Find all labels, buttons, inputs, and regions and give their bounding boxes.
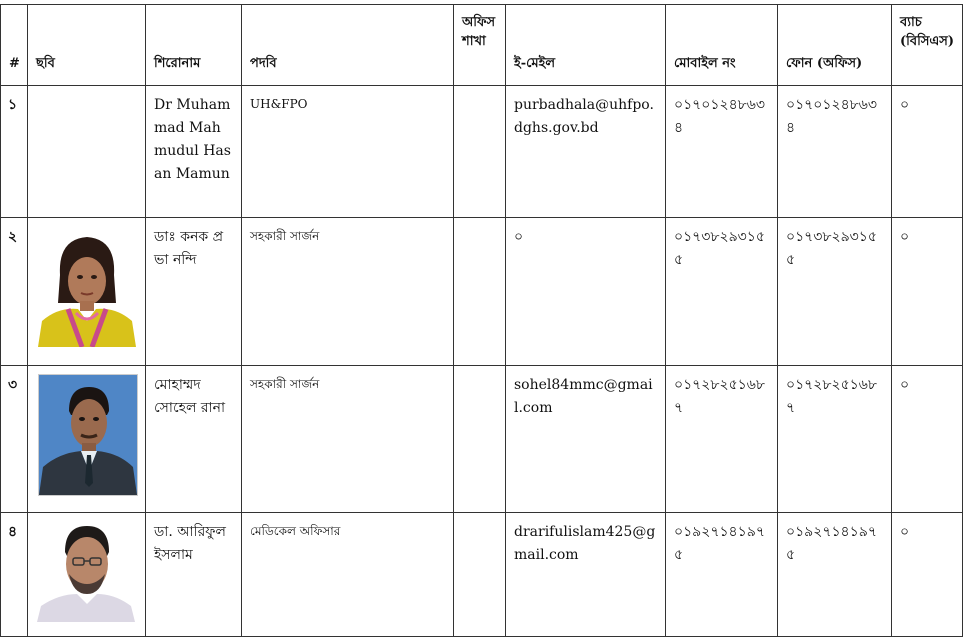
row-index: ১ (1, 86, 28, 218)
header-mobile: মোবাইল নং (666, 5, 778, 86)
staff-designation: UH&FPO (242, 86, 454, 218)
staff-designation: সহকারী সার্জন (242, 366, 454, 513)
header-index: # (1, 5, 28, 86)
staff-name: ডা. আরিফুল ইসলাম (146, 513, 242, 637)
table-row (1, 366, 963, 513)
row-index: ৩ (1, 366, 28, 513)
phone-cell: ০১৯২৭১৪১৯৭৫ (778, 513, 892, 637)
header-office-branch: অফিস শাখা (454, 5, 506, 86)
email-cell: ০ (506, 218, 666, 366)
phone-cell: ০১৭২৮২৫১৬৮৭ (778, 366, 892, 513)
header-phone: ফোন (অফিস) (778, 5, 892, 86)
staff-name: ডাঃ কনক প্রভা নন্দি (146, 218, 242, 366)
office-branch-cell (454, 218, 506, 366)
staff-photo-male (37, 522, 135, 622)
office-branch-cell (454, 366, 506, 513)
photo-cell (28, 366, 146, 513)
photo-cell-empty (28, 86, 146, 218)
batch-cell: ০ (892, 513, 963, 637)
table-header-row (1, 5, 963, 86)
table-row (1, 86, 963, 218)
email-cell: sohel84mmc@gmail.com (506, 366, 666, 513)
mobile-cell: ০১৭৩৮২৯৩১৫৫ (666, 218, 778, 366)
phone-cell: ০১৭০১২৪৮৬৩৪ (778, 86, 892, 218)
mobile-cell: ০১৭০১২৪৮৬৩৪ (666, 86, 778, 218)
row-index: ২ (1, 218, 28, 366)
office-branch-cell (454, 86, 506, 218)
staff-photo-female (38, 229, 136, 347)
row-index: ৪ (1, 513, 28, 637)
staff-photo-male (39, 375, 137, 495)
staff-table (0, 4, 963, 637)
mobile-cell: ০১৯২৭১৪১৯৭৫ (666, 513, 778, 637)
header-name: শিরোনাম (146, 5, 242, 86)
staff-designation: মেডিকেল অফিসার (242, 513, 454, 637)
header-designation: পদবি (242, 5, 454, 86)
mobile-cell: ০১৭২৮২৫১৬৮৭ (666, 366, 778, 513)
staff-name: মোহাম্মদ সোহেল রানা (146, 366, 242, 513)
email-cell: drarifulislam425@gmail.com (506, 513, 666, 637)
email-cell: purbadhala@uhfpo.dghs.gov.bd (506, 86, 666, 218)
header-photo: ছবি (28, 5, 146, 86)
batch-cell: ০ (892, 218, 963, 366)
photo-cell (28, 218, 146, 366)
batch-cell: ০ (892, 366, 963, 513)
header-batch: ব্যাচ (বিসিএস) (892, 5, 963, 86)
staff-designation: সহকারী সার্জন (242, 218, 454, 366)
staff-name: Dr Muhammad Mahmudul Hasan Mamun (146, 86, 242, 218)
batch-cell: ০ (892, 86, 963, 218)
table-row (1, 218, 963, 366)
header-email: ই-মেইল (506, 5, 666, 86)
phone-cell: ০১৭৩৮২৯৩১৫৫ (778, 218, 892, 366)
